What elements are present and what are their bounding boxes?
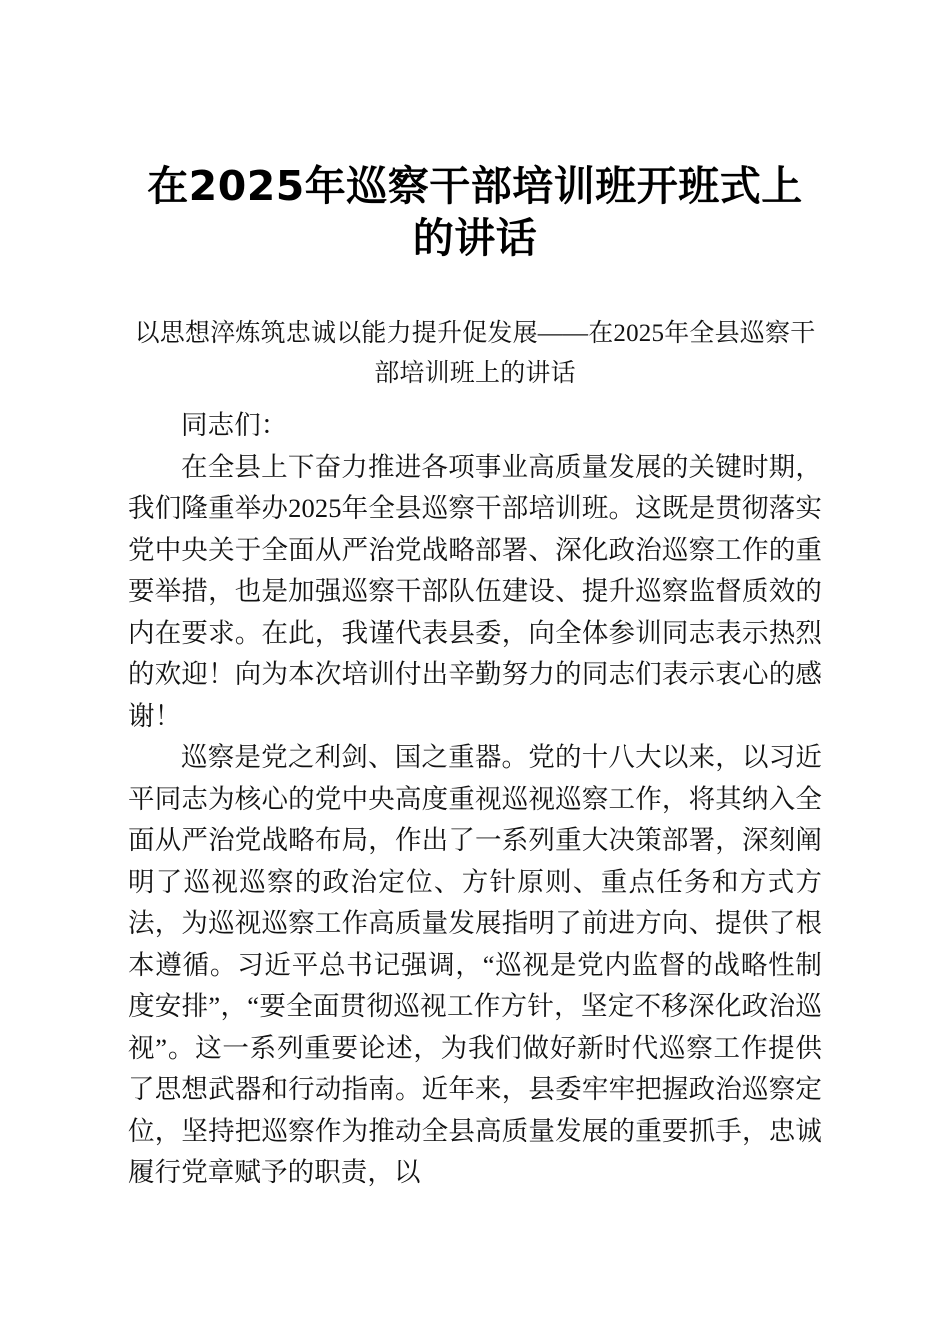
salutation-line: 同志们： [181,410,288,440]
body-paragraph-2: 巡察是党之利剑、国之重器。党的十八大以来，以习近平同志为核心的党中央高度重视巡视巡察工作，将其纳入全面从严治党战略布局，作出了一系列重大决策部署，深刻阐明了巡视巡察的政治定位、方针原则、重点任务和方式方法，为巡视巡察工作高质量发展指明了前进方向、提供了根本遵循。习近平总书记强调，“巡视是党内监督的战略性制度安排”，“要全面贯彻巡视工作方针，坚定不移深化政治巡视”。这一系列重要论述，为我们做好新时代巡察工作提供了思想武器和行动指南。近年来，县委牢牢把握政治巡察定位，坚持把巡察作为推动全县高质量发展的重要抓手，忠诚履行党章赋予的职责，以 [128,742,822,1187]
document-content [128,0,822,1194]
document-body [128,394,822,1194]
document-subtitle: 以思想淬炼筑忠诚以能力提升促发展——在2025年全县巡察干部培训班上的讲话 [134,320,816,387]
page-title: 在2025年巡察干部培训班开班式上的讲话 [147,162,803,262]
body-paragraph-1: 在全县上下奋力推进各项事业高质量发展的关键时期，我们隆重举办2025年全县巡察干部培训班。这既是贯彻落实党中央关于全面从严治党战略部署、深化政治巡察工作的重要举措，也是加强巡察干部队伍建设、提升巡察监督质效的内在要求。在此，我谨代表县委，向全体参训同志表示热烈的欢迎！向为本次培训付出辛勤努力的同志们表示衷心的感谢！ [128,451,822,731]
